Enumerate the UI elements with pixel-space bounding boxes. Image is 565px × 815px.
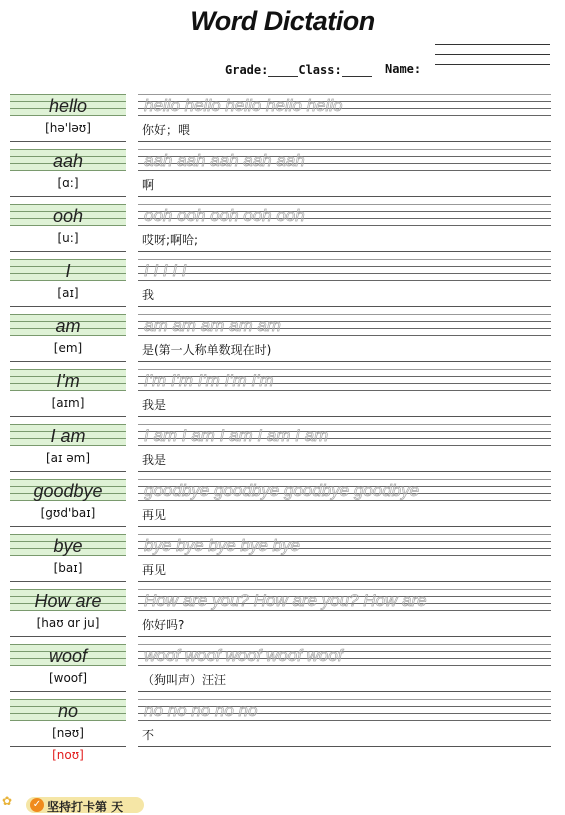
class-blank[interactable] <box>342 62 372 77</box>
meaning-underline <box>138 746 551 747</box>
trace-text: woof woof woof woof woof <box>144 646 343 665</box>
grade-label: Grade: <box>225 63 269 77</box>
meaning: 你好；喂 <box>142 123 191 137</box>
page-title: Word Dictation <box>190 6 375 36</box>
meaning: （狗叫声）汪汪 <box>142 673 227 687</box>
class-label: Class: <box>298 63 342 77</box>
trace-text: goodbye goodbye goodbye goodbye <box>144 481 420 500</box>
meaning: 我 <box>142 288 155 302</box>
dictation-entry <box>0 204 565 259</box>
meaning-underline <box>138 471 551 472</box>
practice-lines[interactable] <box>138 259 551 281</box>
dictation-entry <box>0 94 565 149</box>
word-text: goodbye <box>33 481 103 501</box>
check-badge-icon: ✓ <box>30 798 44 812</box>
dictation-entry <box>0 534 565 589</box>
practice-lines[interactable] <box>138 424 551 446</box>
dictation-entry <box>0 589 565 644</box>
phonetic-underline <box>10 141 126 142</box>
trace-text: am am am am am <box>144 316 281 335</box>
practice-lines[interactable] <box>138 699 551 721</box>
trace-text: no no no no no <box>144 701 258 720</box>
meaning-underline <box>138 306 551 307</box>
phonetic-underline <box>10 691 126 692</box>
leaf-icon: ✿ <box>2 794 13 808</box>
meaning-underline <box>138 251 551 252</box>
word-text: I am <box>50 426 86 446</box>
practice-lines[interactable] <box>138 589 551 611</box>
word-text: aah <box>52 151 84 171</box>
dictation-entry <box>0 424 565 479</box>
phonetic: [gʊd'baɪ] <box>40 506 96 520</box>
dictation-entry <box>0 644 565 699</box>
practice-lines[interactable] <box>138 479 551 501</box>
word-text: no <box>57 701 79 721</box>
meaning: 再见 <box>142 563 167 577</box>
dictation-entry <box>0 149 565 204</box>
practice-lines[interactable] <box>138 534 551 556</box>
practice-lines[interactable] <box>138 94 551 116</box>
meaning-underline <box>138 141 551 142</box>
alt-phonetic: [noʊ] <box>52 748 84 762</box>
phonetic: [u:] <box>57 231 79 245</box>
meaning-underline <box>138 361 551 362</box>
student-info-row <box>225 62 422 77</box>
phonetic-underline <box>10 306 126 307</box>
phonetic-underline <box>10 581 126 582</box>
meaning-underline <box>138 196 551 197</box>
trace-text: aah aah aah aah aah <box>144 151 305 170</box>
meaning: 你好吗? <box>142 618 185 632</box>
phonetic: [woof] <box>48 671 88 685</box>
trace-text: I am I am I am I am I am <box>144 426 329 445</box>
meaning: 是(第一人称单数现在时) <box>142 343 272 357</box>
phonetic: [nəʊ] <box>52 726 84 740</box>
meaning: 啊 <box>142 178 155 192</box>
name-write-lines <box>435 44 550 74</box>
word-text: ooh <box>52 206 84 226</box>
phonetic-underline <box>10 251 126 252</box>
word-text: hello <box>48 96 88 116</box>
trace-text: bye bye bye bye bye <box>144 536 300 555</box>
trace-text: I I I I I <box>144 261 187 280</box>
word-text: bye <box>53 536 83 556</box>
phonetic-underline <box>10 361 126 362</box>
checkin-text: 坚持打卡第 天 <box>47 800 124 814</box>
meaning-underline <box>138 691 551 692</box>
dictation-entry <box>0 369 565 424</box>
phonetic: [em] <box>53 341 83 355</box>
phonetic: [aɪ əm] <box>45 451 91 465</box>
dictation-entry <box>0 699 565 762</box>
word-text: woof <box>48 646 88 666</box>
word-text: How are <box>34 591 102 611</box>
phonetic: [aɪ] <box>57 286 79 300</box>
meaning: 不 <box>142 728 155 742</box>
phonetic-underline <box>10 526 126 527</box>
dictation-entry <box>0 479 565 534</box>
phonetic-underline <box>10 196 126 197</box>
meaning-underline <box>138 581 551 582</box>
phonetic-underline <box>10 746 126 747</box>
meaning-underline <box>138 526 551 527</box>
meaning-underline <box>138 416 551 417</box>
trace-text: How are you? How are you? How are <box>144 591 427 610</box>
word-text: am <box>55 316 81 336</box>
trace-text: I'm I'm I'm I'm I'm <box>144 371 274 390</box>
word-text: I'm <box>56 371 80 391</box>
meaning-underline <box>138 636 551 637</box>
practice-lines[interactable] <box>138 204 551 226</box>
practice-lines[interactable] <box>138 644 551 666</box>
phonetic-underline <box>10 471 126 472</box>
dictation-entry <box>0 314 565 369</box>
meaning: 我是 <box>142 453 167 467</box>
grade-blank[interactable] <box>268 62 298 77</box>
word-text: I <box>65 261 71 281</box>
phonetic: [hə'ləʊ] <box>45 121 91 135</box>
phonetic: [aɪm] <box>51 396 85 410</box>
phonetic: [haʊ ɑr ju] <box>36 616 100 630</box>
trace-text: hello hello hello hello hello <box>144 96 343 115</box>
meaning: 哎呀;啊哈; <box>142 233 199 247</box>
phonetic: [ɑ:] <box>57 176 79 190</box>
practice-lines[interactable] <box>138 369 551 391</box>
dictation-entry <box>0 259 565 314</box>
meaning: 再见 <box>142 508 167 522</box>
practice-lines[interactable] <box>138 149 551 171</box>
phonetic: [baɪ] <box>53 561 83 575</box>
practice-lines[interactable] <box>138 314 551 336</box>
meaning: 我是 <box>142 398 167 412</box>
phonetic-underline <box>10 416 126 417</box>
name-label: Name: <box>385 62 422 76</box>
trace-text: ooh ooh ooh ooh ooh <box>144 206 305 225</box>
phonetic-underline <box>10 636 126 637</box>
